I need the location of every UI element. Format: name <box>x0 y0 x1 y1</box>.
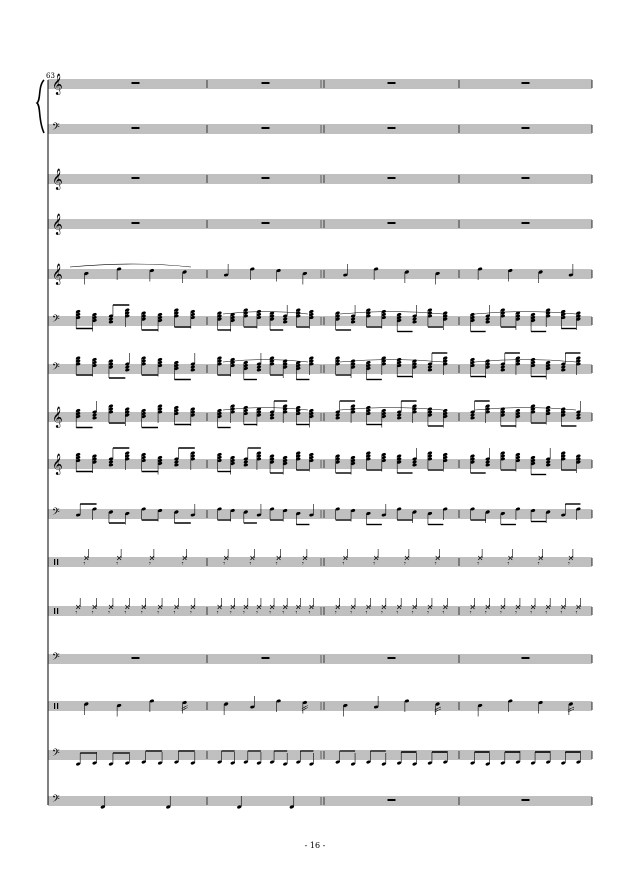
percussion-clef-icon <box>54 608 55 614</box>
rest-icon: 𝄾 <box>426 609 429 617</box>
whole-rest <box>132 222 140 224</box>
percussion-clef-icon <box>54 703 55 709</box>
tie-slur <box>340 312 443 315</box>
rest-icon: 𝄾 <box>301 560 304 568</box>
rest-icon: 𝄾 <box>295 609 298 617</box>
rest-icon: 𝄾 <box>403 560 406 568</box>
rest-icon: 𝄾 <box>148 560 151 568</box>
bass-clef-icon: 𝄢 <box>52 121 60 135</box>
percussion-clef-icon <box>57 608 58 614</box>
staff-5 <box>48 264 592 285</box>
bass-clef-icon: 𝄢 <box>52 747 60 761</box>
staff-14 <box>48 696 592 717</box>
whole-rest <box>262 657 270 659</box>
rest-icon: 𝄾 <box>249 560 252 568</box>
grand-staff-brace <box>37 80 44 133</box>
rest-icon: 𝄾 <box>484 609 487 617</box>
percussion-clef-icon <box>57 559 58 565</box>
whole-rest <box>522 222 530 224</box>
rest-icon: 𝄾 <box>537 560 540 568</box>
tie-slur <box>475 360 576 363</box>
staff-8 <box>48 401 592 428</box>
rest-icon: 𝄾 <box>373 560 375 568</box>
rest-icon: 𝄾 <box>334 609 337 617</box>
rest-icon: 𝄾 <box>342 560 345 568</box>
rest-icon: 𝄾 <box>181 560 184 568</box>
whole-rest <box>522 82 530 84</box>
page-number: - 16 - <box>304 841 326 850</box>
tie-slur <box>475 408 576 411</box>
rest-icon: 𝄾 <box>223 560 225 568</box>
staff-2 <box>48 121 592 135</box>
rest-icon: 𝄾 <box>124 609 127 617</box>
bass-clef-icon: 𝄢 <box>52 506 60 520</box>
rest-icon: 𝄾 <box>560 609 563 617</box>
staff-9 <box>48 448 592 475</box>
staff-16 <box>48 793 592 809</box>
rest-icon: 𝄾 <box>269 609 271 617</box>
whole-rest <box>388 799 396 801</box>
rest-icon: 𝄾 <box>255 609 258 617</box>
whole-rest <box>522 799 530 801</box>
rest-icon: 𝄾 <box>189 609 192 617</box>
rest-icon: 𝄾 <box>575 609 578 617</box>
staff-1 <box>48 74 592 95</box>
whole-rest <box>132 177 140 179</box>
tie-slur <box>223 312 308 315</box>
percussion-clef-icon <box>54 559 55 565</box>
rest-icon: 𝄾 <box>157 609 159 617</box>
rest-icon: 𝄾 <box>107 609 110 617</box>
treble-clef-icon: 𝄞 <box>52 214 63 235</box>
staff-15 <box>48 747 592 766</box>
whole-rest <box>262 127 270 129</box>
tie-slur <box>340 360 443 363</box>
bass-clef-icon: 𝄢 <box>52 313 60 327</box>
whole-rest <box>262 222 270 224</box>
whole-rest <box>262 177 270 179</box>
whole-rest <box>262 82 270 84</box>
rest-icon: 𝄾 <box>477 560 479 568</box>
tie-slur <box>475 312 576 315</box>
whole-rest <box>132 657 140 659</box>
bass-clef-icon: 𝄢 <box>52 651 60 665</box>
whole-rest <box>388 222 396 224</box>
rest-icon: 𝄾 <box>308 609 311 617</box>
whole-rest <box>132 127 140 129</box>
whole-rest <box>522 127 530 129</box>
rest-icon: 𝄾 <box>242 609 245 617</box>
staff-7 <box>48 353 592 380</box>
staff-11 <box>48 549 592 568</box>
treble-clef-icon: 𝄞 <box>52 169 63 190</box>
rest-icon: 𝄾 <box>282 609 285 617</box>
tie-slur <box>70 264 191 267</box>
staff-10 <box>48 504 592 525</box>
rest-icon: 𝄾 <box>365 609 368 617</box>
rest-icon: 𝄾 <box>442 609 445 617</box>
rest-icon: 𝄾 <box>507 560 510 568</box>
whole-rest <box>388 127 396 129</box>
rest-icon: 𝄾 <box>275 560 278 568</box>
rest-icon: 𝄾 <box>216 609 219 617</box>
rest-icon: 𝄾 <box>530 609 532 617</box>
rest-icon: 𝄾 <box>411 609 414 617</box>
rest-icon: 𝄾 <box>499 609 502 617</box>
rest-icon: 𝄾 <box>116 560 118 568</box>
rest-icon: 𝄾 <box>229 609 232 617</box>
percussion-clef-icon <box>57 703 58 709</box>
bass-clef-icon: 𝄢 <box>52 361 60 375</box>
rest-icon: 𝄾 <box>396 609 399 617</box>
rest-icon: 𝄾 <box>91 609 94 617</box>
rest-icon: 𝄾 <box>380 609 383 617</box>
whole-rest <box>388 82 396 84</box>
rest-icon: 𝄾 <box>140 609 143 617</box>
whole-rest <box>388 657 396 659</box>
rest-icon: 𝄾 <box>173 609 176 617</box>
rest-icon: 𝄾 <box>75 609 78 617</box>
rest-icon: 𝄾 <box>350 609 352 617</box>
staff-12 <box>48 598 592 617</box>
tie-slur <box>223 408 308 411</box>
staff-4 <box>48 214 592 235</box>
rest-icon: 𝄾 <box>514 609 517 617</box>
treble-clef-icon: 𝄞 <box>52 454 63 475</box>
staff-6 <box>48 305 592 332</box>
tie-slur <box>340 408 443 411</box>
measure-number: 63 <box>46 72 55 80</box>
whole-rest <box>522 657 530 659</box>
treble-clef-icon: 𝄞 <box>52 264 63 285</box>
rest-icon: 𝄾 <box>83 560 86 568</box>
rest-icon: 𝄾 <box>567 560 570 568</box>
whole-rest <box>132 82 140 84</box>
rest-icon: 𝄾 <box>545 609 548 617</box>
whole-rest <box>522 177 530 179</box>
treble-clef-icon: 𝄞 <box>52 407 63 428</box>
tie-slur <box>223 360 308 363</box>
bass-clef-icon: 𝄢 <box>52 793 60 807</box>
whole-rest <box>388 177 396 179</box>
staff-13 <box>48 651 592 665</box>
rest-icon: 𝄾 <box>469 609 472 617</box>
treble-clef-icon: 𝄞 <box>52 74 63 95</box>
rest-icon: 𝄾 <box>434 560 437 568</box>
staff-3 <box>48 169 592 190</box>
